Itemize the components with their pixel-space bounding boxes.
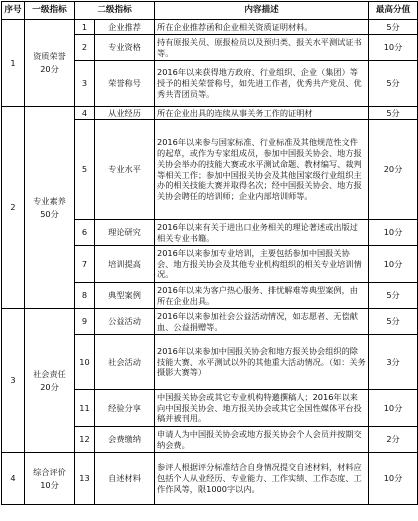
header-level2: 二级指标 — [75, 2, 155, 20]
row-desc: 2016年以来参加中国报关协会和地方报关协会组织的除技能大赛、水平测试以外的其他重大活动情况。（如：关务摄影大赛等） — [155, 335, 369, 390]
row-no: 11 — [75, 390, 95, 427]
group-score: 10分 — [40, 479, 59, 490]
row-max: 5分 — [369, 309, 418, 335]
row-name: 自述材料 — [95, 453, 155, 505]
group-seq: 1 — [2, 20, 25, 107]
row-desc: 持有原报关员、原报检员以及预归类、报关水平测试证书等。 — [155, 35, 369, 61]
criteria-table — [1, 1, 418, 505]
row-desc: 申请人为中国报关协会或地方报关协会个人会员并按期交纳会费。 — [155, 427, 369, 453]
row-desc: 2016年以来参与国家标准、行业标准及其他规范性文件的起草，或作为专家组成员，参加中国报关协会、地方报关协会举办的技能大赛或水平测试命题、教材编写、裁判等相关工作；参加中国报关协会及其他国家级行业组织主办的相关技能大赛并取得名次；经中国报关协会、地方报关协会聘任的培训师；企业内部培训师等。 — [155, 120, 369, 220]
row-name: 培训提高 — [95, 246, 155, 283]
row-desc: 2016年以来参加社会公益活动情况，如志愿者、无偿献血、公益捐赠等。 — [155, 309, 369, 335]
table-row — [2, 309, 418, 335]
row-max: 10分 — [369, 220, 418, 246]
row-desc: 中国报关协会或其它专业机构特邀撰稿人；2016年以来向中国报关协会、地方报关协会或其它全国性媒体平台投稿并被刊用。 — [155, 390, 369, 427]
row-no: 6 — [75, 220, 95, 246]
row-name: 会费缴纳 — [95, 427, 155, 453]
group-name: 专业素养 — [33, 195, 66, 206]
group-cell — [25, 453, 75, 505]
row-name: 企业推荐 — [95, 20, 155, 35]
row-desc: 2016年以来参加专业培训，主要包括参加中国报关协会、地方报关协会及其他专业机构组织的相关专业培训情况。 — [155, 246, 369, 283]
row-max: 20分 — [369, 120, 418, 220]
row-desc: 所在企业推荐函和企业相关资质证明材料。 — [155, 20, 369, 35]
group-cell — [25, 107, 75, 309]
group-cell — [25, 20, 75, 107]
row-max: 3分 — [369, 335, 418, 390]
table-row — [2, 453, 418, 505]
row-no: 12 — [75, 427, 95, 453]
row-no: 3 — [75, 61, 95, 107]
row-name: 专业资格 — [95, 35, 155, 61]
row-max: 5分 — [369, 61, 418, 107]
row-no: 4 — [75, 107, 95, 120]
row-desc: 参评人根据评分标准结合自身情况提交自述材料，材料应包括个人从业经历、专业能力、工作实绩、工作态度、工作作风等，限1000字以内。 — [155, 453, 369, 505]
row-max: 5分 — [369, 283, 418, 309]
row-name: 荣誉称号 — [95, 61, 155, 107]
group-seq: 2 — [2, 107, 25, 309]
row-name: 经验分享 — [95, 390, 155, 427]
group-name: 资质荣誉 — [33, 51, 66, 61]
group-score: 50分 — [40, 208, 59, 219]
group-score: 20分 — [40, 64, 59, 74]
table-row — [2, 107, 418, 120]
row-name: 专业水平 — [95, 120, 155, 220]
group-seq: 4 — [2, 453, 25, 505]
row-max: 10分 — [369, 246, 418, 283]
row-max: 10分 — [369, 453, 418, 505]
header-level1: 一级指标 — [25, 2, 75, 20]
row-max: 10分 — [369, 35, 418, 61]
header-max: 最高分值 — [369, 2, 418, 20]
group-score: 20分 — [40, 381, 59, 392]
group-cell — [25, 309, 75, 453]
row-no: 2 — [75, 35, 95, 61]
row-no: 5 — [75, 120, 95, 220]
row-max: 10分 — [369, 390, 418, 427]
row-name: 公益活动 — [95, 309, 155, 335]
row-no: 8 — [75, 283, 95, 309]
table-row — [2, 20, 418, 35]
row-name: 从业经历 — [95, 107, 155, 120]
row-desc: 2016年以来有关于进出口业务相关的理论著述或出版过相关专业书籍。 — [155, 220, 369, 246]
row-max: 5分 — [369, 107, 418, 120]
group-name: 综合评价 — [33, 466, 66, 477]
row-no: 13 — [75, 453, 95, 505]
row-desc: 所在企业出具的连续从事关务工作的证明材 — [155, 107, 369, 120]
table-header-row — [2, 2, 418, 20]
header-seq: 序号 — [2, 2, 25, 20]
row-no: 9 — [75, 309, 95, 335]
group-seq: 3 — [2, 309, 25, 453]
group-name: 社会责任 — [33, 368, 66, 379]
row-name: 社会活动 — [95, 335, 155, 390]
row-no: 10 — [75, 335, 95, 390]
row-name: 理论研究 — [95, 220, 155, 246]
row-no: 7 — [75, 246, 95, 283]
row-max: 5分 — [369, 20, 418, 35]
row-max: 2分 — [369, 427, 418, 453]
row-no: 1 — [75, 20, 95, 35]
row-name: 典型案例 — [95, 283, 155, 309]
header-desc: 内容描述 — [155, 2, 369, 20]
row-desc: 2016年以来获得地方政府、行业组织、企业（集团）等授予的相关荣誉称号，如先进工作者，优秀共产党员、优秀共青团员等。 — [155, 61, 369, 107]
row-desc: 2016年以来为客户热心服务、排忧解难等典型案例，由所在企业出具。 — [155, 283, 369, 309]
